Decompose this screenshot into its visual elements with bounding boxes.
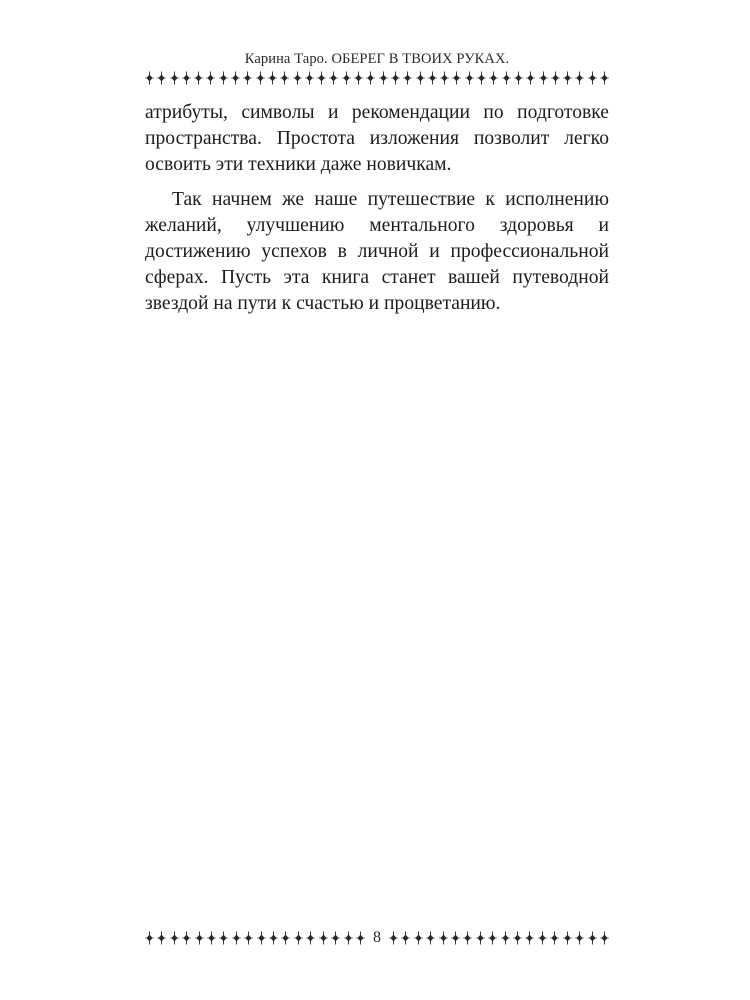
diamond-dot-ornament-icon [488,931,497,945]
diamond-dot-ornament-icon [157,71,166,85]
diamond-dot-ornament-icon [514,71,523,85]
diamond-dot-ornament-icon [526,71,535,85]
diamond-dot-ornament-icon [331,931,340,945]
diamond-dot-ornament-icon [539,71,548,85]
diamond-dot-ornament-icon [195,931,204,945]
body-text [145,100,609,317]
diamond-dot-ornament-icon [317,71,326,85]
diamond-dot-ornament-icon [232,931,241,945]
diamond-dot-ornament-icon [414,931,423,945]
diamond-dot-ornament-icon [342,71,351,85]
diamond-dot-ornament-icon [305,71,314,85]
diamond-dot-ornament-icon [489,71,498,85]
diamond-dot-ornament-icon [551,71,560,85]
diamond-dot-ornament-icon [403,71,412,85]
diamond-dot-ornament-icon [281,931,290,945]
diamond-dot-ornament-icon [319,931,328,945]
diamond-dot-ornament-icon [157,931,166,945]
diamond-dot-ornament-icon [354,71,363,85]
diamond-dot-ornament-icon [416,71,425,85]
diamond-dot-ornament-icon [243,71,252,85]
page-footer [145,927,609,949]
diamond-dot-ornament-icon [207,931,216,945]
header-ornament-rule [145,71,609,85]
diamond-dot-ornament-icon [588,71,597,85]
diamond-dot-ornament-icon [465,71,474,85]
diamond-dot-ornament-icon [379,71,388,85]
diamond-dot-ornament-icon [344,931,353,945]
diamond-dot-ornament-icon [145,71,154,85]
diamond-dot-ornament-icon [451,931,460,945]
diamond-dot-ornament-icon [257,931,266,945]
diamond-dot-ornament-icon [440,71,449,85]
diamond-dot-ornament-icon [502,71,511,85]
diamond-dot-ornament-icon [401,931,410,945]
diamond-dot-ornament-icon [463,931,472,945]
diamond-dot-ornament-icon [170,931,179,945]
footer-ornament-left [145,931,365,945]
paragraph-1: атрибуты, символы и рекомендации по подготовке пространства. Простота изложения позволит легко освоить эти техники даже новичкам. [145,102,609,175]
running-head-title: Карина Таро. ОБЕРЕГ В ТВОИХ РУКАХ. [244,51,510,67]
diamond-dot-ornament-icon [600,71,609,85]
diamond-dot-ornament-icon [501,931,510,945]
diamond-dot-ornament-icon [182,71,191,85]
paragraph-2: Так начнем же наше путешествие к исполнению желаний, улучшению ментального здоровья и достижению успехов в личной и профессиональной сферах. Пусть эта книга станет вашей путеводной звездой на пути к счастью и процветанию. [145,189,609,314]
diamond-dot-ornament-icon [563,71,572,85]
diamond-dot-ornament-icon [426,931,435,945]
diamond-dot-ornament-icon [389,931,398,945]
diamond-dot-ornament-icon [269,931,278,945]
diamond-dot-ornament-icon [294,931,303,945]
diamond-dot-ornament-icon [231,71,240,85]
diamond-dot-ornament-icon [306,931,315,945]
diamond-dot-ornament-icon [280,71,289,85]
diamond-dot-ornament-icon [356,931,365,945]
diamond-dot-ornament-icon [525,931,534,945]
diamond-dot-ornament-icon [194,71,203,85]
diamond-dot-ornament-icon [538,931,547,945]
diamond-dot-ornament-icon [513,931,522,945]
diamond-dot-ornament-icon [477,71,486,85]
diamond-dot-ornament-icon [476,931,485,945]
page-number: 8 [373,929,381,946]
diamond-dot-ornament-icon [329,71,338,85]
diamond-dot-ornament-icon [219,71,228,85]
diamond-dot-ornament-icon [575,931,584,945]
diamond-dot-ornament-icon [588,931,597,945]
diamond-dot-ornament-icon [293,71,302,85]
diamond-dot-ornament-icon [268,71,277,85]
diamond-dot-ornament-icon [428,71,437,85]
diamond-dot-ornament-icon [391,71,400,85]
diamond-dot-ornament-icon [550,931,559,945]
diamond-dot-ornament-icon [563,931,572,945]
diamond-dot-ornament-icon [452,71,461,85]
diamond-dot-ornament-icon [244,931,253,945]
diamond-dot-ornament-icon [575,71,584,85]
diamond-dot-ornament-icon [439,931,448,945]
diamond-dot-ornament-icon [219,931,228,945]
diamond-dot-ornament-icon [182,931,191,945]
diamond-dot-ornament-icon [366,71,375,85]
footer-ornament-right [389,931,609,945]
diamond-dot-ornament-icon [170,71,179,85]
diamond-dot-ornament-icon [600,931,609,945]
diamond-dot-ornament-icon [145,931,154,945]
diamond-dot-ornament-icon [256,71,265,85]
diamond-dot-ornament-icon [206,71,215,85]
